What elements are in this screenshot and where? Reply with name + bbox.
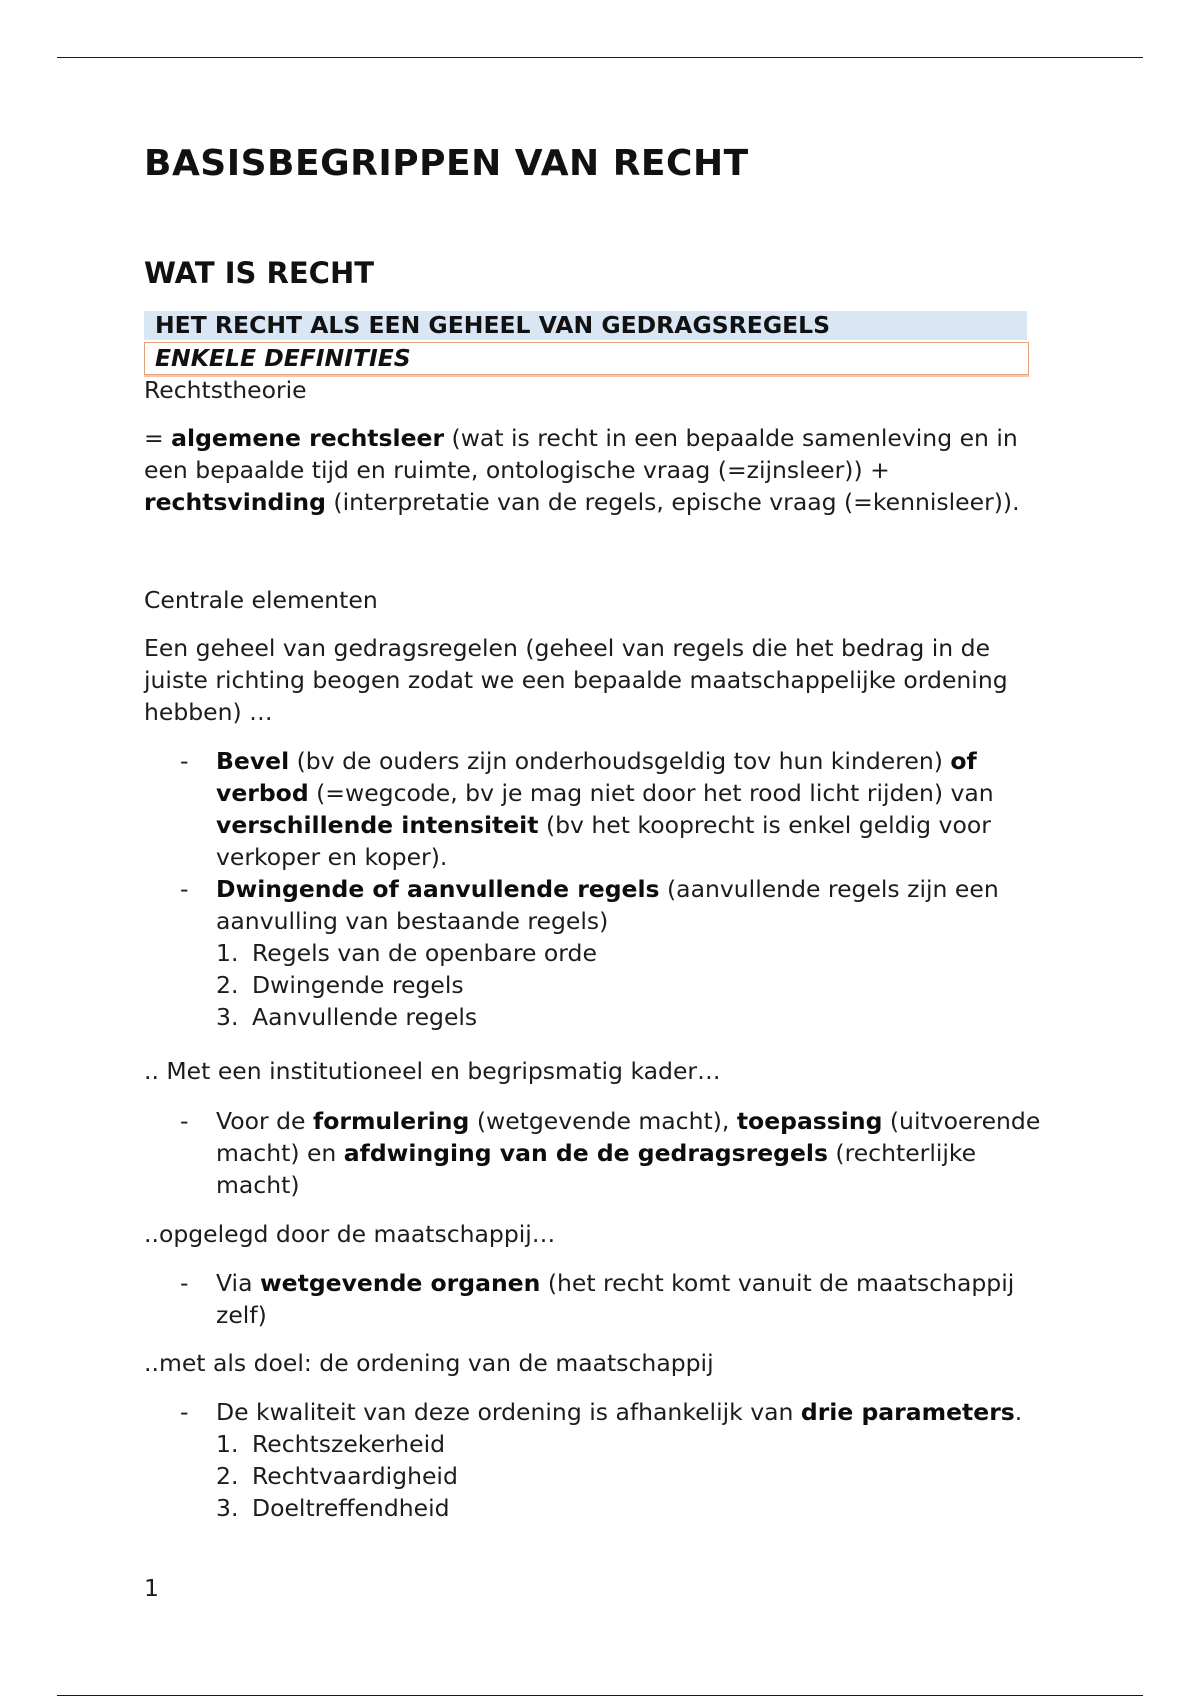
bullet-list-4 (144, 1396, 1044, 1524)
dash-bullet: - (180, 875, 189, 903)
list-item-formulering: - Voor de formulering (wetgevende macht), toepassing (uitvoerende macht) en afdwinging van de de gedragsregels (rechterlijke macht) (180, 1107, 1041, 1199)
header-rule (57, 57, 1143, 58)
centrale-elementen-label: Centrale elementen (144, 586, 378, 614)
section-heading: WAT IS RECHT (144, 256, 375, 290)
list-item: 2. Rechtvaardigheid (216, 1462, 458, 1490)
dash-bullet: - (180, 1398, 189, 1426)
maatschappij-intro: ..opgelegd door de maatschappij… (144, 1220, 556, 1248)
subsection-heading: HET RECHT ALS EEN GEHEEL VAN GEDRAGSREGELS (144, 311, 1027, 340)
subsubsection-heading: ENKELE DEFINITIES (144, 342, 1029, 375)
centrale-intro: Een geheel van gedragsregelen (geheel van regels die het bedrag in de juiste richting beogen zodat we een bepaalde maatschappelijke ordening hebben) … (144, 634, 1008, 726)
footer-rule (57, 1695, 1143, 1696)
list-item-wetgevende-organen: - Via wetgevende organen (het recht komt vanuit de maatschappij zelf) (180, 1269, 1015, 1329)
rechtstheorie-label: Rechtstheorie (144, 376, 307, 404)
bullet-list-2 (144, 1105, 1044, 1201)
dash-bullet: - (180, 747, 189, 775)
dash-bullet: - (180, 1269, 189, 1297)
list-item-kwaliteit: - De kwaliteit van deze ordening is afhankelijk van drie parameters. 1. Rechtszekerheid 2. Rechtvaardigheid 3. Doeltreffendheid (144, 1396, 1044, 1524)
list-item: 2. Dwingende regels (216, 971, 464, 999)
list-item-bevel: - Bevel (bv de ouders zijn onderhoudsgeldig tov hun kinderen) of verbod (=wegcode, bv je mag niet door het rood licht rijden) van verschillende intensiteit (bv het kooprecht is enkel geldig voor verkoper en koper). (180, 747, 994, 871)
numbered-list-parameters (216, 1428, 1044, 1524)
list-item: 1. Rechtszekerheid (216, 1430, 446, 1458)
rechtstheorie-definition: = algemene rechtsleer (wat is recht in een bepaalde samenleving en in een bepaalde tijd en ruimte, ontologische vraag (=zijnsleer)) + rechtsvinding (interpretatie van de regels, epische vraag (=kennisleer)). (144, 424, 1020, 516)
document-title: BASISBEGRIPPEN VAN RECHT (144, 143, 749, 184)
list-item: 3. Doeltreffendheid (216, 1494, 450, 1522)
doel-intro: ..met als doel: de ordening van de maatschappij (144, 1349, 714, 1377)
bullet-list-1 (144, 745, 1044, 1033)
bullet-list-3 (144, 1267, 1044, 1331)
dash-bullet: - (180, 1107, 189, 1135)
page-number: 1 (144, 1574, 159, 1602)
kader-intro: .. Met een institutioneel en begripsmatig kader… (144, 1057, 721, 1085)
numbered-list-regels (216, 937, 1044, 1033)
list-item: 3. Aanvullende regels (216, 1003, 478, 1031)
list-item-dwingende: - Dwingende of aanvullende regels (aanvullende regels zijn een aanvulling van bestaande regels) 1. Regels van de openbare orde 2. Dwingende regels 3. Aanvullende regels (144, 873, 1044, 1033)
list-item: 1. Regels van de openbare orde (216, 939, 597, 967)
